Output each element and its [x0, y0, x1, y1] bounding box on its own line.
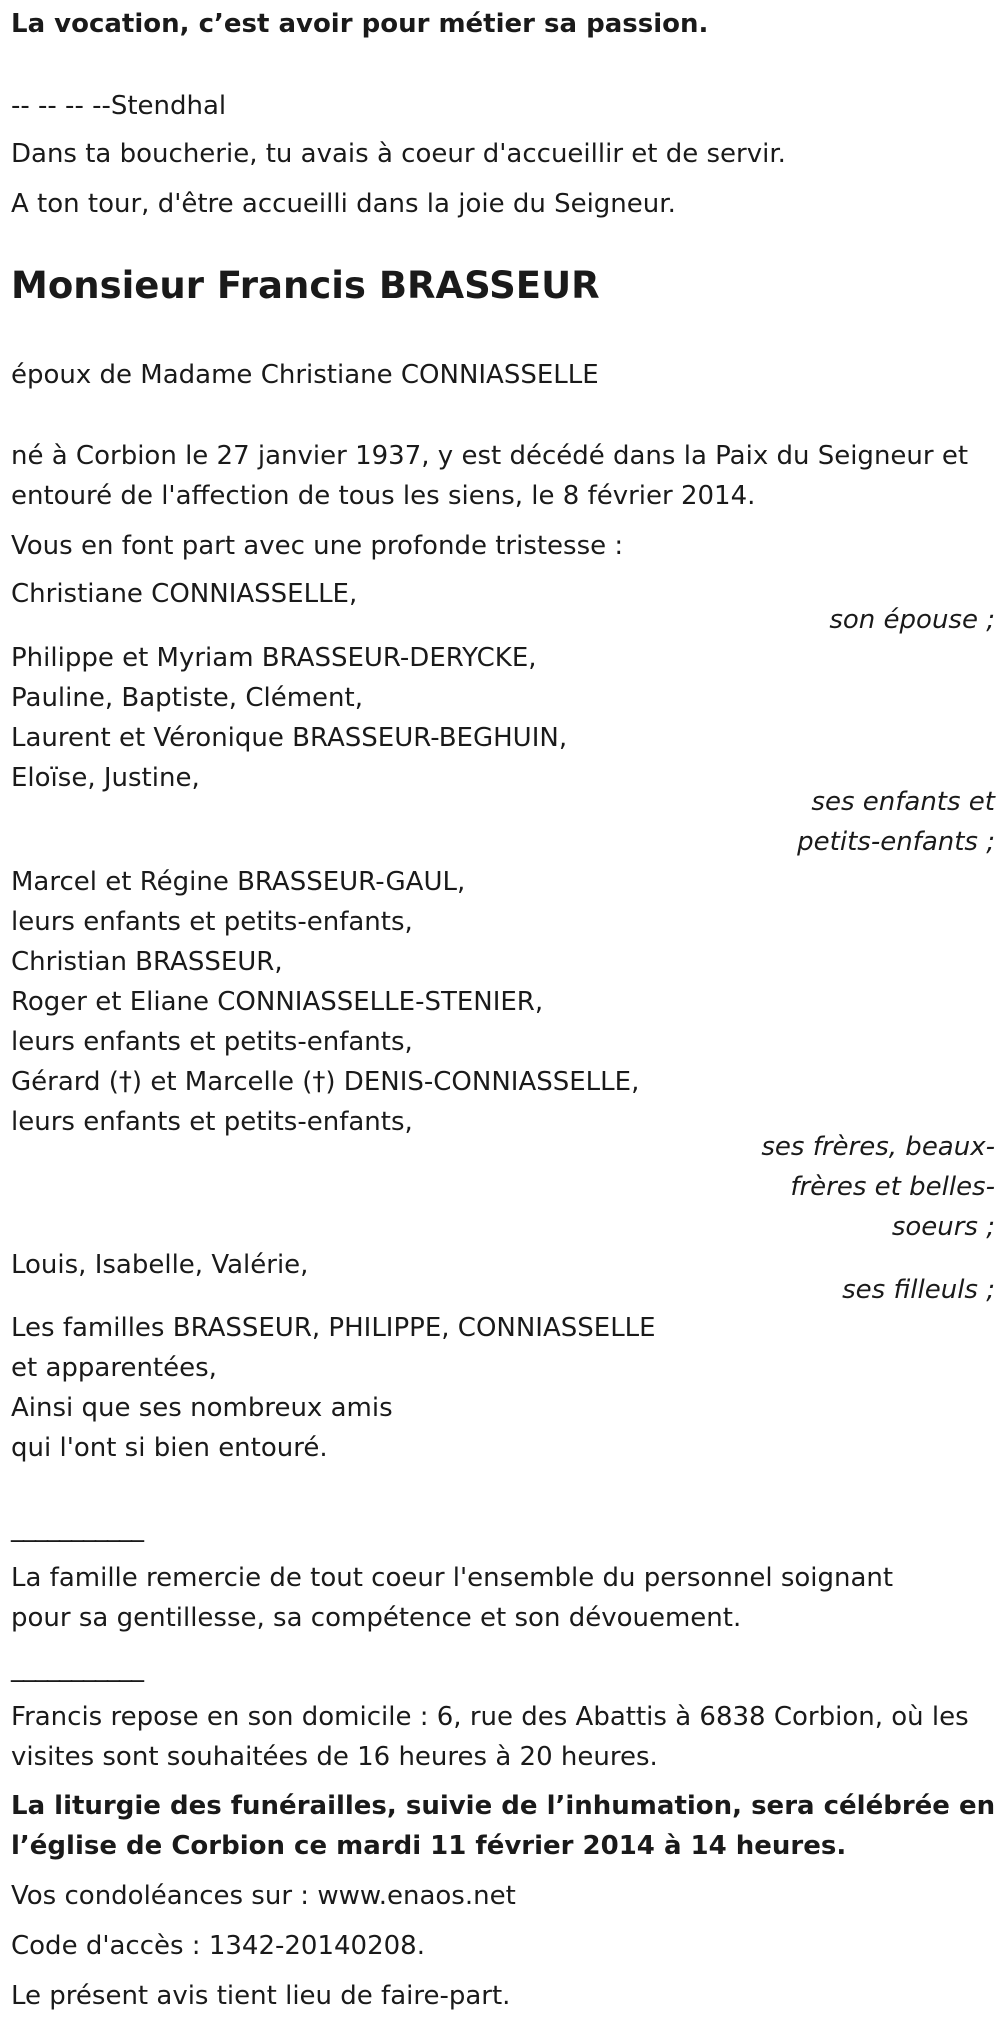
siblings-role-1: ses frères, beaux- [761, 1132, 995, 1162]
family-spouse-role: son épouse ; [829, 605, 995, 635]
children-role-1: ses enfants et [811, 787, 995, 817]
epigraph-quote: La vocation, c’est avoir pour métier sa passion. [11, 9, 709, 39]
others-line-3: Ainsi que ses nombreux amis [11, 1393, 393, 1423]
birth-death-line-2: entouré de l'affection de tous les siens, le 8 février 2014. [11, 481, 756, 511]
godchildren-role: ses filleuls ; [842, 1275, 995, 1305]
children-line-4: Eloïse, Justine, [11, 763, 200, 793]
thanks-line-1: La famille remercie de tout coeur l'ensemble du personnel soignant [11, 1563, 894, 1593]
siblings-line-4: Roger et Eliane CONNIASSELLE-STENIER, [11, 987, 544, 1017]
siblings-role-2: frères et belles- [790, 1172, 995, 1202]
thanks-line-2: pour sa gentillesse, sa compétence et son dévouement. [11, 1603, 742, 1633]
access-code-line: Code d'accès : 1342-20140208. [11, 1931, 425, 1961]
funeral-line-2: l’église de Corbion ce mardi 11 février 2014 à 14 heures. [11, 1831, 847, 1861]
siblings-line-7: leurs enfants et petits-enfants, [11, 1107, 413, 1137]
siblings-line-5: leurs enfants et petits-enfants, [11, 1027, 413, 1057]
deceased-name: Monsieur Francis BRASSEUR [11, 264, 600, 307]
children-line-1: Philippe et Myriam BRASSEUR-DERYCKE, [11, 643, 537, 673]
notice-line: Le présent avis tient lieu de faire-part. [11, 1981, 511, 2011]
others-line-2: et apparentées, [11, 1353, 217, 1383]
siblings-role-3: soeurs ; [891, 1212, 995, 1242]
siblings-line-1: Marcel et Régine BRASSEUR-GAUL, [11, 867, 466, 897]
announcement: Vous en font part avec une profonde tristesse : [11, 531, 624, 561]
children-role-2: petits-enfants ; [797, 827, 995, 857]
visit-line-1: Francis repose en son domicile : 6, rue des Abattis à 6838 Corbion, où les [11, 1702, 969, 1732]
siblings-line-6: Gérard (†) et Marcelle (†) DENIS-CONNIASSELLE, [11, 1067, 640, 1097]
intro-line-1: Dans ta boucherie, tu avais à coeur d'accueillir et de servir. [11, 139, 786, 169]
separator-2: ___________ [11, 1653, 143, 1683]
children-line-2: Pauline, Baptiste, Clément, [11, 683, 363, 713]
birth-death-line-1: né à Corbion le 27 janvier 1937, y est décédé dans la Paix du Seigneur et [11, 441, 969, 471]
spouse-line: époux de Madame Christiane CONNIASSELLE [11, 360, 599, 390]
godchildren-names: Louis, Isabelle, Valérie, [11, 1250, 309, 1280]
children-line-3: Laurent et Véronique BRASSEUR-BEGHUIN, [11, 723, 568, 753]
intro-line-2: A ton tour, d'être accueilli dans la joie du Seigneur. [11, 189, 676, 219]
epigraph-author: -- -- -- --Stendhal [11, 91, 227, 121]
condolences-line: Vos condoléances sur : www.enaos.net [11, 1881, 516, 1911]
visit-line-2: visites sont souhaitées de 16 heures à 20 heures. [11, 1742, 658, 1772]
funeral-line-1: La liturgie des funérailles, suivie de l’inhumation, sera célébrée en [11, 1791, 996, 1821]
separator-1: ___________ [11, 1513, 143, 1543]
others-line-1: Les familles BRASSEUR, PHILIPPE, CONNIASSELLE [11, 1313, 656, 1343]
siblings-line-2: leurs enfants et petits-enfants, [11, 907, 413, 937]
siblings-line-3: Christian BRASSEUR, [11, 947, 283, 977]
family-spouse-name: Christiane CONNIASSELLE, [11, 579, 358, 609]
others-line-4: qui l'ont si bien entouré. [11, 1433, 328, 1463]
